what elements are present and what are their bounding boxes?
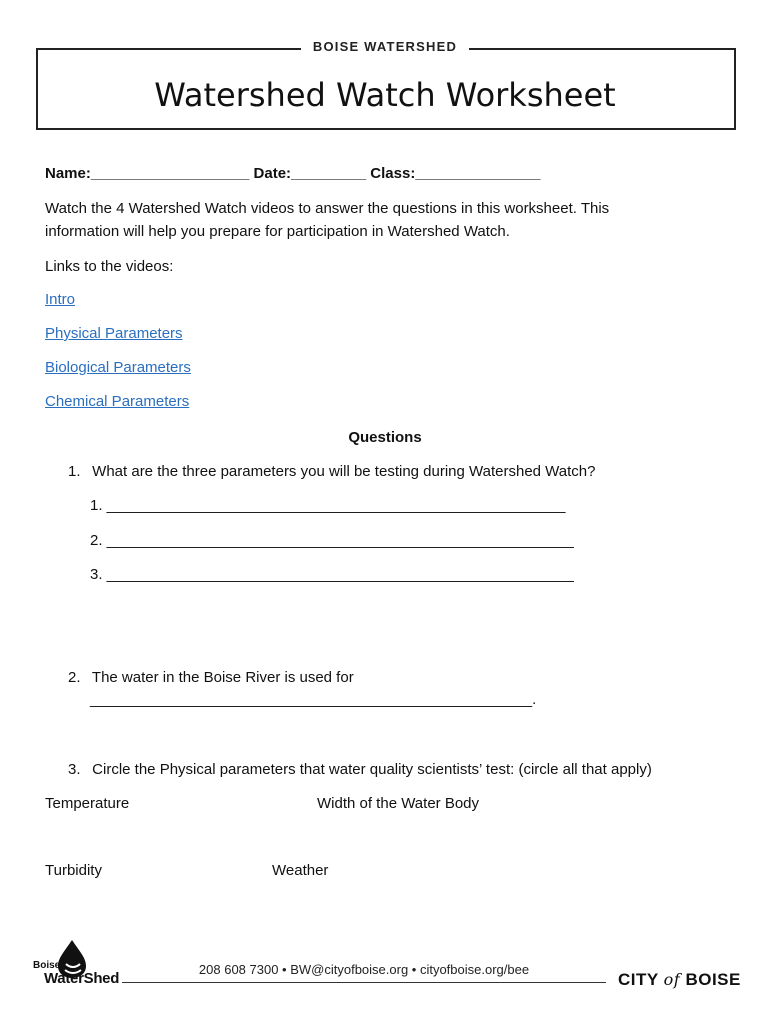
option-weather[interactable]: Weather — [272, 862, 329, 879]
link-physical-parameters[interactable]: Physical Parameters — [45, 325, 183, 342]
question-3 — [68, 758, 652, 781]
q2-answer-blank[interactable]: _____________________________________________________. — [90, 691, 537, 708]
question-2 — [68, 666, 354, 689]
q1-answer-3[interactable]: 3. ________________________________________________________ — [90, 566, 574, 583]
footer-contact: 208 608 7300 • BW@cityofboise.org • cityofboise.org/bee — [122, 962, 606, 977]
option-temperature[interactable]: Temperature — [45, 795, 130, 812]
question-2-number: 2. — [68, 669, 81, 686]
date-field[interactable]: Date:_________ — [253, 165, 367, 182]
question-1-text: What are the three parameters you will be testing during Watershed Watch? — [92, 463, 596, 480]
question-2-text: The water in the Boise River is used for — [91, 669, 354, 686]
logo-text-boise: Boise — [33, 960, 61, 971]
logo-text-watershed: WaterShed — [44, 970, 120, 987]
option-turbidity[interactable]: Turbidity — [45, 862, 102, 879]
questions-heading: Questions — [348, 429, 422, 446]
student-fields — [45, 162, 540, 185]
page-title: Watershed Watch Worksheet — [154, 76, 616, 114]
footer-divider — [122, 982, 606, 983]
link-intro[interactable]: Intro — [45, 291, 76, 308]
name-field[interactable]: Name:___________________ — [45, 165, 250, 182]
q1-answer-1[interactable]: 1. _______________________________________________________ — [90, 497, 566, 514]
city-of-boise-logo: CITY of BOISE — [618, 970, 741, 989]
question-3-text: Circle the Physical parameters that water quality scientists’ test: (circle all that apply) — [92, 761, 652, 778]
option-width-of-water-body[interactable]: Width of the Water Body — [317, 795, 480, 812]
q1-answer-2[interactable]: 2. ________________________________________________________ — [90, 532, 574, 549]
question-1 — [68, 460, 595, 483]
question-1-number: 1. — [68, 463, 81, 480]
class-field[interactable]: Class:_______________ — [370, 165, 541, 182]
link-chemical-parameters[interactable]: Chemical Parameters — [45, 393, 190, 410]
link-biological-parameters[interactable]: Biological Parameters — [45, 359, 191, 376]
intro-line-1: Watch the 4 Watershed Watch videos to answer the questions in this worksheet. This — [45, 200, 610, 217]
links-label: Links to the videos: — [45, 258, 174, 275]
brand-label: BOISE WATERSHED — [0, 38, 770, 56]
question-3-number: 3. — [68, 761, 81, 778]
intro-line-2: information will help you prepare for participation in Watershed Watch. — [45, 223, 510, 240]
